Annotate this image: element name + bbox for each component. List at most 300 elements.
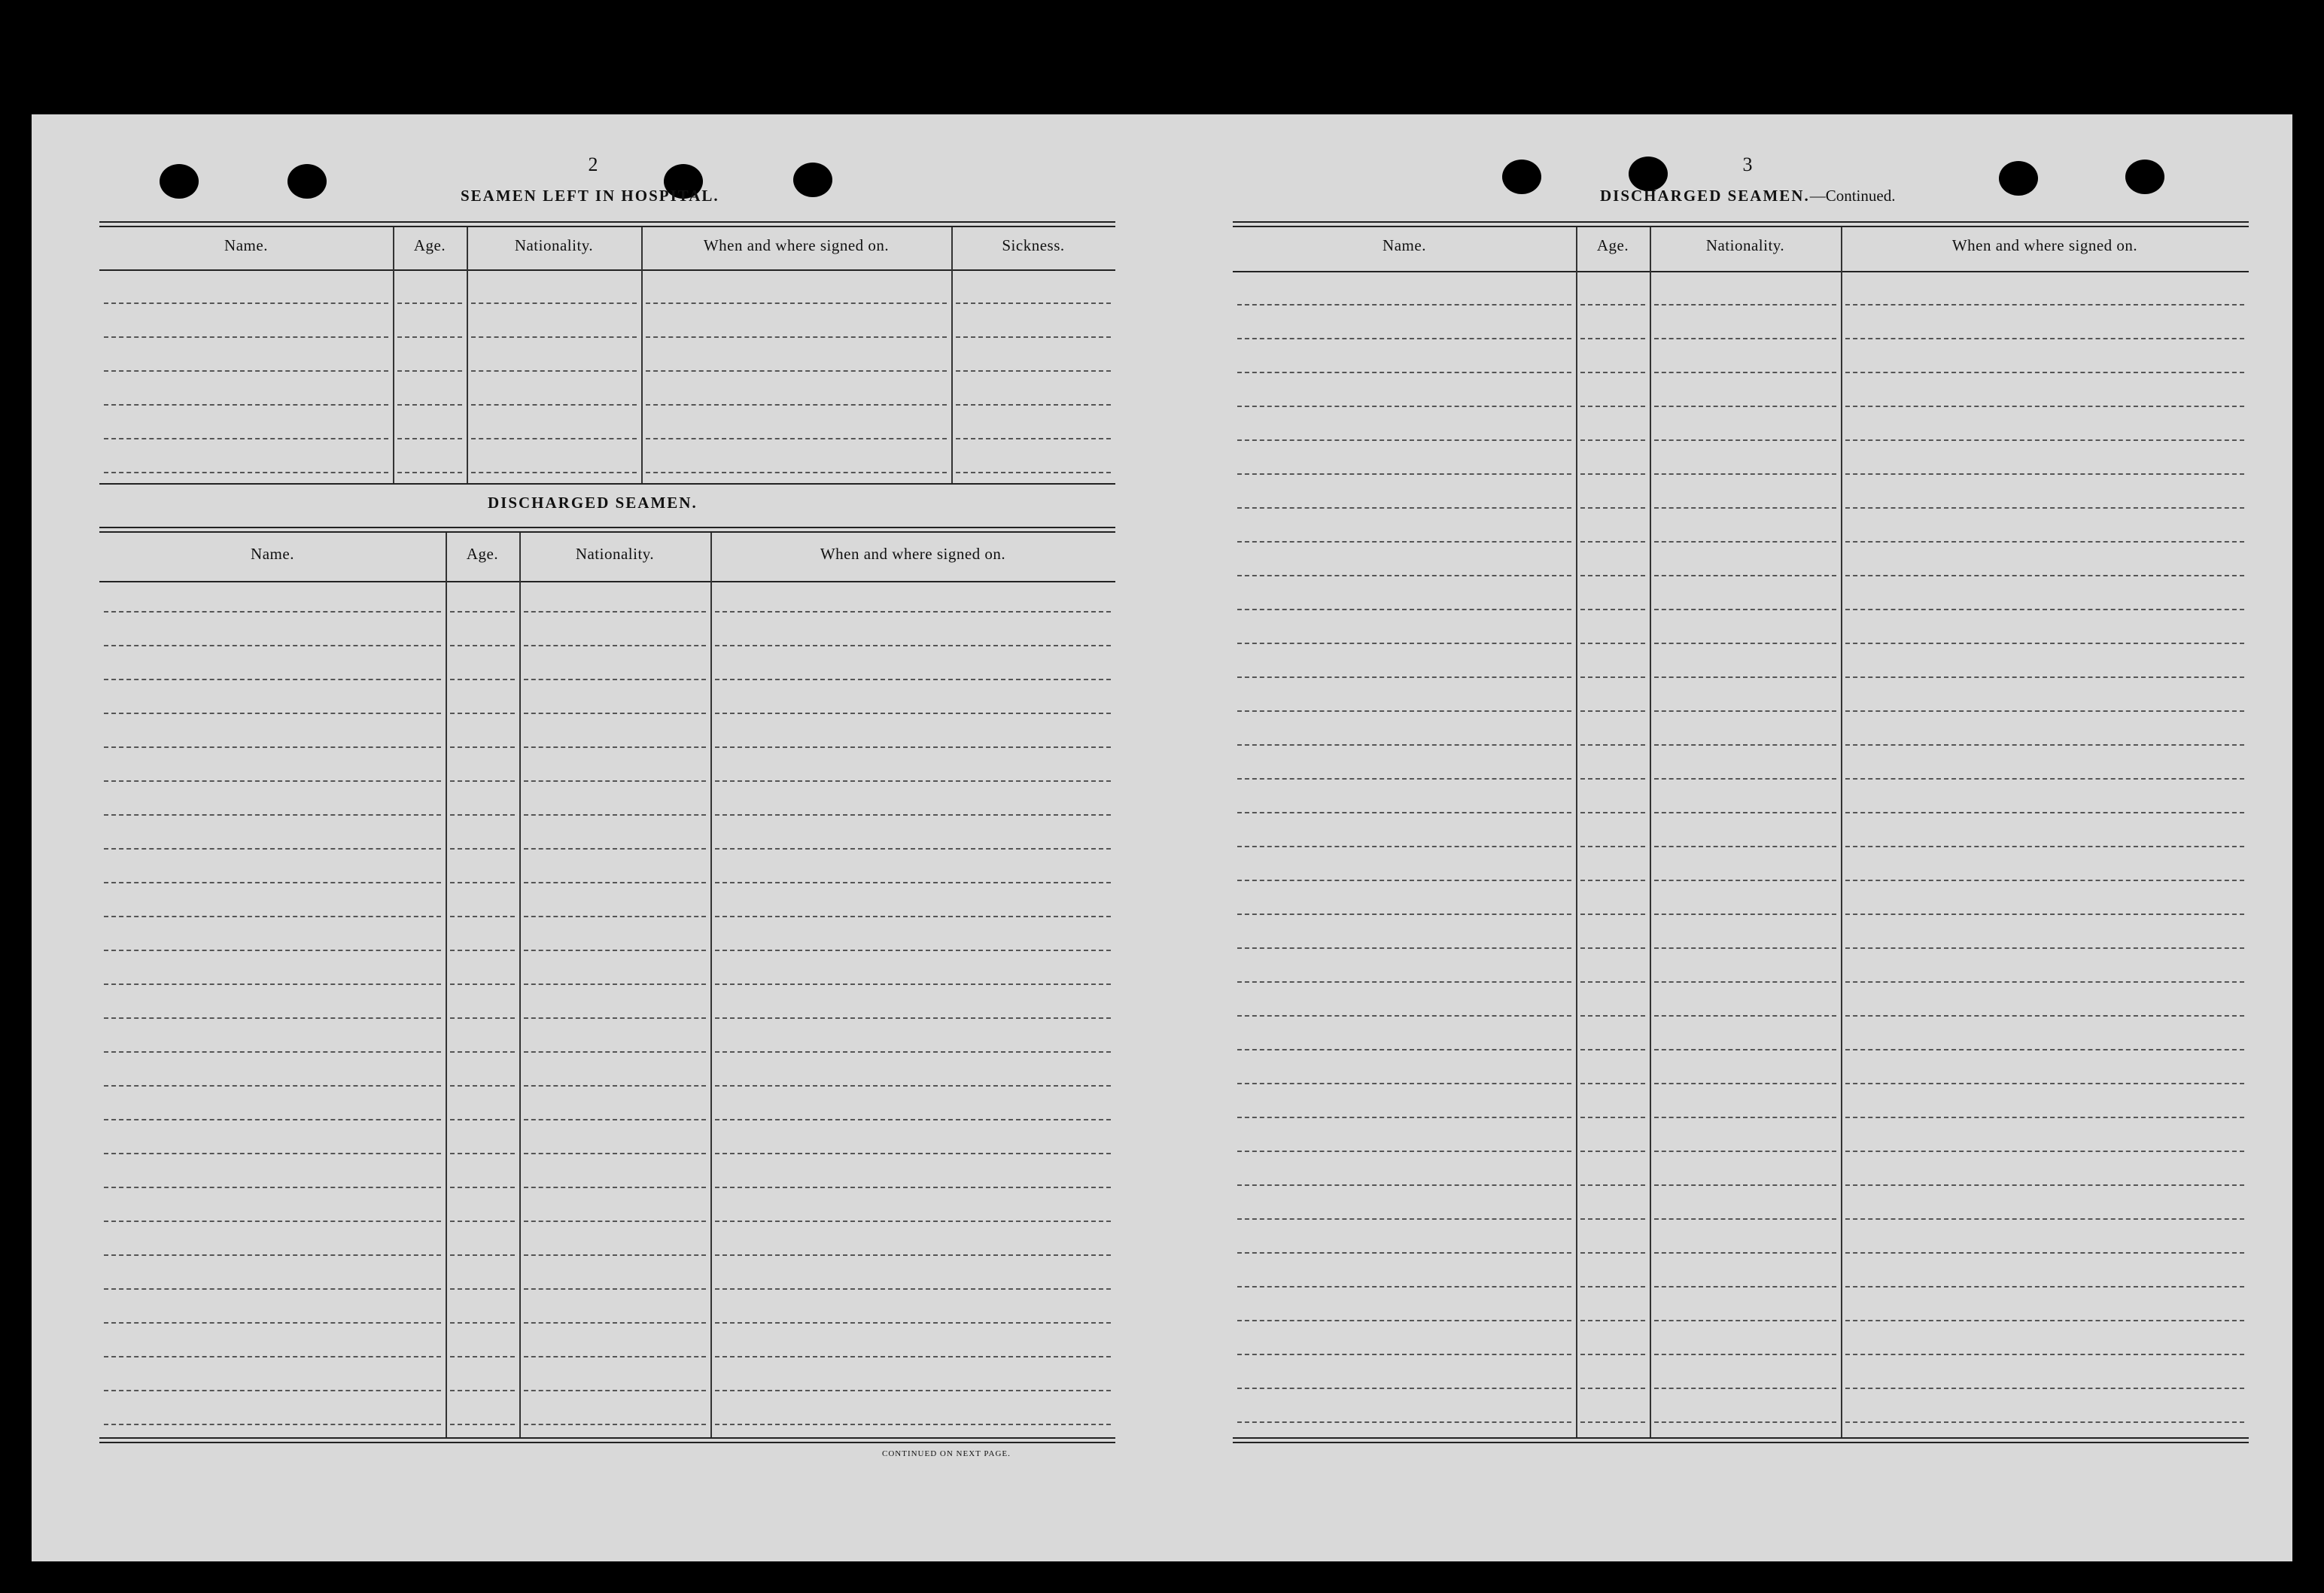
entry-line[interactable] [1845,710,2244,712]
entry-line[interactable] [715,916,1111,917]
entry-line[interactable] [1654,372,1836,373]
entry-line[interactable] [1580,880,1645,881]
entry-line[interactable] [104,370,388,372]
entry-line[interactable] [1237,744,1571,746]
entry-line[interactable] [1654,1320,1836,1321]
entry-line[interactable] [1237,1354,1571,1355]
entry-line[interactable] [1845,338,2244,339]
entry-line[interactable] [1654,778,1836,780]
entry-line[interactable] [1580,744,1645,746]
entry-line[interactable] [104,1119,441,1120]
entry-line[interactable] [450,1221,515,1222]
entry-line[interactable] [524,1288,706,1290]
entry-line[interactable] [1654,1388,1836,1389]
entry-line[interactable] [397,438,462,439]
entry-line[interactable] [1237,1320,1571,1321]
entry-line[interactable] [1580,676,1645,678]
column-header: Age. [413,236,446,254]
entry-line[interactable] [1237,1015,1571,1017]
entry-line[interactable] [1845,778,2244,780]
entry-line[interactable] [1237,710,1571,712]
entry-line[interactable] [1845,1218,2244,1220]
column-divider [641,227,643,483]
entry-line[interactable] [1580,338,1645,339]
entry-line[interactable] [1580,1421,1645,1423]
entry-line[interactable] [1845,846,2244,847]
entry-line[interactable] [104,983,441,985]
entry-line[interactable] [956,472,1111,473]
entry-line[interactable] [1845,643,2244,644]
column-divider [1841,227,1842,1437]
column-divider [951,227,953,483]
entry-line[interactable] [104,848,441,850]
entry-line[interactable] [1845,507,2244,509]
entry-line[interactable] [524,916,706,917]
entry-line[interactable] [646,472,947,473]
entry-line[interactable] [471,302,637,304]
entry-line[interactable] [715,882,1111,883]
entry-line[interactable] [715,1424,1111,1425]
continued-note: CONTINUED ON NEXT PAGE. [882,1449,1011,1458]
entry-line[interactable] [1580,1083,1645,1084]
entry-line[interactable] [104,302,388,304]
entry-line[interactable] [1580,710,1645,712]
entry-line[interactable] [450,814,515,816]
entry-line[interactable] [1845,1286,2244,1287]
entry-line[interactable] [1845,914,2244,915]
entry-line[interactable] [1237,1388,1571,1389]
entry-line[interactable] [450,1051,515,1053]
entry-line[interactable] [104,1254,441,1256]
entry-line[interactable] [1237,778,1571,780]
entry-line[interactable] [1845,473,2244,475]
entry-line[interactable] [646,370,947,372]
entry-line[interactable] [1237,372,1571,373]
entry-line[interactable] [524,746,706,748]
entry-line[interactable] [450,1356,515,1357]
entry-line[interactable] [1654,1049,1836,1050]
entry-line[interactable] [524,1254,706,1256]
entry-line[interactable] [1580,1286,1645,1287]
entry-line[interactable] [1845,1083,2244,1084]
entry-line[interactable] [715,814,1111,816]
entry-line[interactable] [524,950,706,951]
table-bottom-rule [99,1437,1115,1443]
column-divider [710,533,712,1437]
entry-line[interactable] [450,1119,515,1120]
title-main: DISCHARGED SEAMEN. [1600,187,1810,205]
entry-line[interactable] [397,302,462,304]
entry-line[interactable] [715,1085,1111,1087]
entry-line[interactable] [1654,507,1836,509]
entry-line[interactable] [1237,1049,1571,1050]
entry-line[interactable] [1845,744,2244,746]
entry-line[interactable] [524,814,706,816]
entry-line[interactable] [524,1153,706,1154]
entry-line[interactable] [715,983,1111,985]
entry-line[interactable] [104,1424,441,1425]
entry-line[interactable] [715,645,1111,646]
entry-line[interactable] [471,472,637,473]
entry-line[interactable] [450,848,515,850]
entry-line[interactable] [956,302,1111,304]
entry-line[interactable] [1237,914,1571,915]
entry-line[interactable] [715,1356,1111,1357]
entry-line[interactable] [397,472,462,473]
entry-line[interactable] [1654,541,1836,543]
entry-line[interactable] [1237,541,1571,543]
entry-line[interactable] [104,1051,441,1053]
entry-line[interactable] [1580,372,1645,373]
entry-line[interactable] [450,1424,515,1425]
column-header: Name. [1383,236,1426,254]
entry-line[interactable] [1845,372,2244,373]
title-suffix: —Continued. [1809,187,1896,205]
entry-line[interactable] [1845,1320,2244,1321]
entry-line[interactable] [450,1153,515,1154]
entry-line[interactable] [104,645,441,646]
entry-line[interactable] [1237,676,1571,678]
entry-line[interactable] [450,1322,515,1324]
entry-line[interactable] [1845,1117,2244,1118]
entry-line[interactable] [524,645,706,646]
entry-line[interactable] [450,746,515,748]
entry-line[interactable] [646,404,947,406]
entry-line[interactable] [397,370,462,372]
entry-line[interactable] [715,1153,1111,1154]
entry-line[interactable] [1237,406,1571,407]
entry-line[interactable] [1845,1151,2244,1152]
entry-line[interactable] [1654,744,1836,746]
entry-line[interactable] [524,1221,706,1222]
entry-line[interactable] [524,611,706,613]
entry-line[interactable] [450,1390,515,1391]
entry-line[interactable] [1237,304,1571,306]
discharged-continued-title [1600,187,1895,205]
entry-line[interactable] [1845,1252,2244,1254]
entry-line[interactable] [524,679,706,680]
entry-line[interactable] [524,1187,706,1188]
entry-line[interactable] [104,950,441,951]
entry-line[interactable] [1654,1083,1836,1084]
entry-line[interactable] [1654,981,1836,983]
entry-line[interactable] [1654,1286,1836,1287]
entry-line[interactable] [524,848,706,850]
column-divider [393,227,394,483]
entry-line[interactable] [1580,1049,1645,1050]
entry-line[interactable] [1580,1252,1645,1254]
entry-line[interactable] [104,611,441,613]
entry-line[interactable] [104,780,441,782]
entry-line[interactable] [1580,812,1645,813]
entry-line[interactable] [715,1221,1111,1222]
column-divider [446,533,447,1437]
entry-line[interactable] [1237,1252,1571,1254]
column-header: Name. [224,236,268,254]
table-bottom-rule [99,483,1115,485]
entry-line[interactable] [646,302,947,304]
entry-line[interactable] [1845,676,2244,678]
entry-line[interactable] [450,1288,515,1290]
entry-line[interactable] [104,814,441,816]
table-top-rule [99,527,1115,533]
entry-line[interactable] [1654,846,1836,847]
entry-line[interactable] [1237,981,1571,983]
entry-line[interactable] [956,438,1111,439]
entry-line[interactable] [1580,1015,1645,1017]
entry-line[interactable] [1237,473,1571,475]
entry-line[interactable] [715,1254,1111,1256]
entry-line[interactable] [471,438,637,439]
entry-line[interactable] [956,370,1111,372]
entry-line[interactable] [104,1288,441,1290]
header-rule [1233,271,2249,272]
hospital-section-title: SEAMEN LEFT IN HOSPITAL. [461,187,719,205]
entry-line[interactable] [104,1356,441,1357]
entry-line[interactable] [450,713,515,714]
entry-line[interactable] [1580,846,1645,847]
entry-line[interactable] [104,1322,441,1324]
entry-line[interactable] [1654,710,1836,712]
header-rule [99,269,1115,271]
entry-line[interactable] [104,472,388,473]
entry-line[interactable] [1237,1083,1571,1084]
entry-line[interactable] [104,746,441,748]
entry-line[interactable] [1237,846,1571,847]
entry-line[interactable] [1654,676,1836,678]
entry-line[interactable] [104,882,441,883]
entry-line[interactable] [1845,1049,2244,1050]
entry-line[interactable] [104,916,441,917]
column-header: When and where signed on. [820,545,1006,563]
entry-line[interactable] [1237,880,1571,881]
entry-line[interactable] [1237,1184,1571,1186]
entry-line[interactable] [450,983,515,985]
entry-line[interactable] [524,1051,706,1053]
entry-line[interactable] [1580,1117,1645,1118]
entry-line[interactable] [1580,541,1645,543]
entry-line[interactable] [1654,1354,1836,1355]
entry-line[interactable] [1654,947,1836,949]
entry-line[interactable] [524,1017,706,1019]
entry-line[interactable] [1845,1184,2244,1186]
entry-line[interactable] [397,336,462,338]
entry-line[interactable] [715,1322,1111,1324]
page-number: 3 [1742,154,1753,175]
column-header: Nationality. [575,545,655,563]
entry-line[interactable] [524,1356,706,1357]
entry-line[interactable] [524,983,706,985]
entry-line[interactable] [1654,575,1836,576]
entry-line[interactable] [1580,981,1645,983]
entry-line[interactable] [1237,575,1571,576]
column-header: Nationality. [514,236,594,254]
entry-line[interactable] [1237,507,1571,509]
entry-line[interactable] [1845,575,2244,576]
entry-line[interactable] [450,611,515,613]
entry-line[interactable] [524,1119,706,1120]
entry-line[interactable] [1580,947,1645,949]
entry-line[interactable] [1845,406,2244,407]
entry-line[interactable] [471,370,637,372]
entry-line[interactable] [1845,1354,2244,1355]
entry-line[interactable] [104,713,441,714]
entry-line[interactable] [104,336,388,338]
table-top-rule [99,221,1115,227]
entry-line[interactable] [715,746,1111,748]
entry-line[interactable] [715,1288,1111,1290]
entry-line[interactable] [450,882,515,883]
entry-line[interactable] [471,336,637,338]
entry-line[interactable] [104,679,441,680]
entry-line[interactable] [450,1017,515,1019]
entry-line[interactable] [715,950,1111,951]
entry-line[interactable] [715,1017,1111,1019]
scanned-form-sheet [32,114,2292,1561]
entry-line[interactable] [1580,1320,1645,1321]
left-page [32,114,1160,1561]
entry-line[interactable] [1237,439,1571,441]
entry-line[interactable] [1654,1252,1836,1254]
entry-line[interactable] [1237,1286,1571,1287]
entry-line[interactable] [1237,338,1571,339]
entry-line[interactable] [450,1085,515,1087]
entry-line[interactable] [715,1119,1111,1120]
entry-line[interactable] [1580,1218,1645,1220]
entry-line[interactable] [450,780,515,782]
entry-line[interactable] [1580,304,1645,306]
entry-line[interactable] [1237,947,1571,949]
entry-line[interactable] [104,404,388,406]
entry-line[interactable] [1580,406,1645,407]
entry-line[interactable] [524,780,706,782]
entry-line[interactable] [1654,439,1836,441]
entry-line[interactable] [1845,439,2244,441]
entry-line[interactable] [956,336,1111,338]
entry-line[interactable] [1237,1421,1571,1423]
entry-line[interactable] [524,1085,706,1087]
entry-line[interactable] [1845,947,2244,949]
entry-line[interactable] [1654,1117,1836,1118]
entry-line[interactable] [1237,1218,1571,1220]
column-header: Age. [466,545,499,563]
entry-line[interactable] [1654,1421,1836,1423]
entry-line[interactable] [104,1153,441,1154]
entry-line[interactable] [715,780,1111,782]
entry-line[interactable] [646,336,947,338]
entry-line[interactable] [104,1390,441,1391]
column-header: When and where signed on. [703,236,890,254]
entry-line[interactable] [1237,1117,1571,1118]
column-divider [1650,227,1651,1437]
entry-line[interactable] [1237,812,1571,813]
entry-line[interactable] [1580,439,1645,441]
entry-line[interactable] [1845,541,2244,543]
entry-line[interactable] [1845,304,2244,306]
entry-line[interactable] [1580,1354,1645,1355]
entry-line[interactable] [1654,338,1836,339]
entry-line[interactable] [715,1187,1111,1188]
column-divider [1576,227,1577,1437]
entry-line[interactable] [104,1085,441,1087]
entry-line[interactable] [1654,1218,1836,1220]
table-bottom-rule [1233,1437,2249,1443]
entry-line[interactable] [1654,914,1836,915]
entry-line[interactable] [104,438,388,439]
entry-line[interactable] [104,1187,441,1188]
entry-line[interactable] [715,713,1111,714]
entry-line[interactable] [524,713,706,714]
entry-line[interactable] [1845,1421,2244,1423]
entry-line[interactable] [1580,1184,1645,1186]
entry-line[interactable] [524,882,706,883]
entry-line[interactable] [450,950,515,951]
entry-line[interactable] [1654,1184,1836,1186]
entry-line[interactable] [450,916,515,917]
entry-line[interactable] [715,848,1111,850]
entry-line[interactable] [1237,643,1571,644]
entry-line[interactable] [1237,1151,1571,1152]
entry-line[interactable] [1580,643,1645,644]
entry-line[interactable] [715,1051,1111,1053]
entry-line[interactable] [1580,507,1645,509]
entry-line[interactable] [956,404,1111,406]
entry-line[interactable] [1654,406,1836,407]
entry-line[interactable] [1654,1015,1836,1017]
entry-line[interactable] [1654,812,1836,813]
entry-line[interactable] [1580,778,1645,780]
entry-line[interactable] [1654,609,1836,610]
entry-line[interactable] [104,1017,441,1019]
entry-line[interactable] [1845,981,2244,983]
entry-line[interactable] [1845,1015,2244,1017]
entry-line[interactable] [450,645,515,646]
entry-line[interactable] [450,1254,515,1256]
entry-line[interactable] [450,679,515,680]
entry-line[interactable] [104,1221,441,1222]
entry-line[interactable] [524,1390,706,1391]
entry-line[interactable] [1845,812,2244,813]
entry-line[interactable] [524,1424,706,1425]
entry-line[interactable] [1580,1388,1645,1389]
entry-line[interactable] [1845,1388,2244,1389]
entry-line[interactable] [1654,880,1836,881]
entry-line[interactable] [397,404,462,406]
entry-line[interactable] [524,1322,706,1324]
entry-line[interactable] [450,1187,515,1188]
column-divider [519,533,521,1437]
entry-line[interactable] [1580,473,1645,475]
entry-line[interactable] [471,404,637,406]
entry-line[interactable] [1654,1151,1836,1152]
entry-line[interactable] [1580,575,1645,576]
entry-line[interactable] [1654,304,1836,306]
entry-line[interactable] [1654,643,1836,644]
entry-line[interactable] [1580,914,1645,915]
entry-line[interactable] [1845,880,2244,881]
column-header: Name. [251,545,294,563]
entry-line[interactable] [646,438,947,439]
entry-line[interactable] [1654,473,1836,475]
page-number: 2 [588,154,598,175]
entry-line[interactable] [1580,609,1645,610]
entry-line[interactable] [715,1390,1111,1391]
entry-line[interactable] [1580,1151,1645,1152]
entry-line[interactable] [715,679,1111,680]
entry-line[interactable] [1237,609,1571,610]
entry-line[interactable] [1845,609,2244,610]
entry-line[interactable] [715,611,1111,613]
